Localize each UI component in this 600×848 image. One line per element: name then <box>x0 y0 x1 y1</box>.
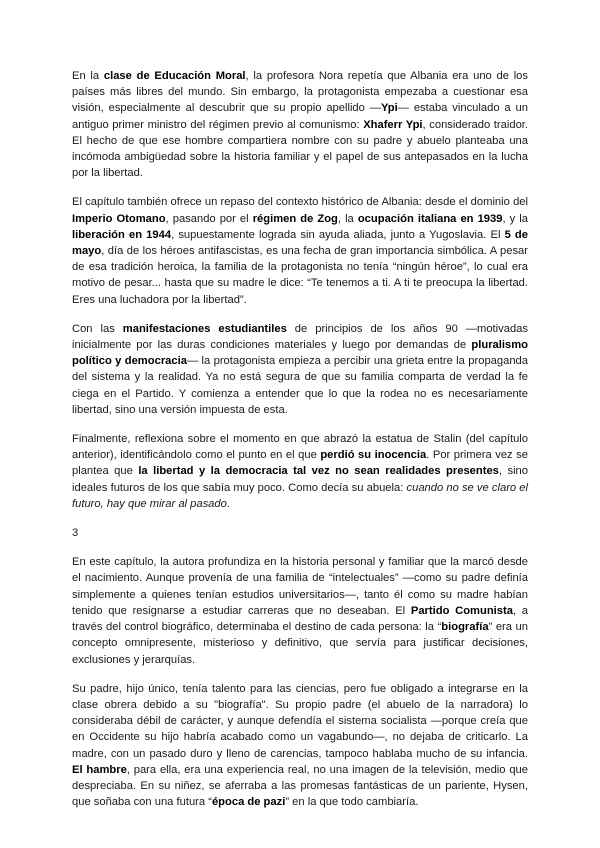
chapter-2-summary <box>72 68 528 512</box>
bold-phrase: liberación en 1944 <box>72 228 172 241</box>
text-run: — estaba vinculado a un antiguo primer ministro del régimen previo al comunismo: <box>72 102 528 131</box>
bold-phrase: Imperio Otomano <box>72 212 166 225</box>
text-run: , considerado traidor. El hecho de que ese hombre compartiera nombre con su padre y abuelo planteaba una incómoda ambigüedad sobre la historia familiar y el papel de sus antepasados en la lucha por la libertad. <box>72 118 529 180</box>
text-run: , la profesora Nora repetía que Albania era uno de los países más libres del mundo. Sin embargo, la protagonista empezaba a cuestionar esa visión, especialmente al descubrir que su propio apellido — <box>72 70 528 115</box>
text-run: , día de los héroes antifascistas, es una fecha de gran importancia simbólica. A pesar de esa tradición heroica, la familia de la protagonista no tenía “ningún héroe”, lo cual era motivo de pesar... hasta que su madre le dice: “Te tenemos a ti. A ti te preocupa la libertad. Eres una luchadora por la libertad”. <box>72 245 528 306</box>
paragraph <box>72 68 528 181</box>
text-run: , a través del control biográfico, determinaba el destino de cada persona: la “ <box>72 604 528 634</box>
text-run: , para ella, era una experiencia real, no una imagen de la televisión, medio que despreciaba. En su niñez, se aferraba a las promesas fantásticas de un pariente, Hysen, que soñaba con una futura “ <box>72 763 528 809</box>
paragraph <box>72 554 528 667</box>
text-run: , pasando por el <box>165 212 253 225</box>
text-run: , sino ideales futuros de los que sabía muy poco. Como decía su abuela: <box>72 465 529 494</box>
bold-phrase: época de pazi <box>211 796 286 809</box>
bold-phrase: ocupación italiana en 1939 <box>357 212 503 225</box>
text-run: — la protagonista empieza a percibir una grieta entre la propaganda del sistema y la realidad. Ya no está segura de que su familia comparta de verdad la fe ciega en el Partido. Y comienza a entender que lo que la rodea no es necesariamente libertad, sino una versión impuesta de esta. <box>72 355 528 416</box>
bold-phrase: El hambre <box>72 763 127 776</box>
text-run: Con las <box>72 322 123 335</box>
text-run: ” en la que todo cambiaría. <box>285 796 419 809</box>
paragraph <box>72 431 528 512</box>
chapter-3-summary <box>72 554 528 810</box>
italic-phrase: cuando no se ve claro el futuro, hay que mirar al pasado <box>72 481 528 510</box>
bold-phrase: manifestaciones estudiantiles <box>122 322 287 335</box>
text-run: Su padre, hijo único, tenía talento para las ciencias, pero fue obligado a integrarse en la clase obrera debido a su "biografía". Su propio padre (el abuelo de la narradora) lo consideraba débil de carácter, y aunque defendía el sistema socialista —porque creía que en Occidente su hijo habría acabado como un vagabundo—, no dejaba de criticarlo. La madre, con un pasado duro y lleno de carencias, tampoco hablaba mucho de su infancia. <box>72 682 528 760</box>
text-run: , supuestamente lograda sin ayuda aliada, junto a Yugoslavia. El <box>171 228 505 241</box>
bold-phrase: 5 de mayo <box>72 228 528 258</box>
paragraph <box>72 321 528 418</box>
text-run: En este capítulo, la autora profundiza en la historia personal y familiar que la marcó desde el nacimiento. Aunque provenía de una familia de “intelectuales” —como su padre definía simplemente a quienes tenían estudios universitarios—, tanto él como su madre habían tenido que resignarse a estudiar carreras que no deseaban. El <box>72 556 528 617</box>
paragraph <box>72 194 528 307</box>
text-run: , la <box>337 212 358 225</box>
text-run: . <box>226 497 230 510</box>
bold-phrase: Xhaferr Ypi <box>363 118 423 131</box>
text-run: ” era un concepto omnipresente, misterioso y definitivo, que servía para justificar decisiones, exclusiones y jerarquías. <box>72 621 528 666</box>
text-run: , y la <box>502 212 528 225</box>
bold-phrase: la libertad y la democracia tal vez no sean realidades presentes <box>138 465 499 478</box>
bold-phrase: clase de Educación Moral <box>103 70 246 82</box>
text-run: de principios de los años 90 —motivadas inicialmente por las duras condiciones materiales y luego por demandas de <box>72 322 528 352</box>
bold-phrase: régimen de Zog <box>252 212 338 225</box>
bold-phrase: pluralismo político y democracia <box>72 339 528 368</box>
bold-phrase: biografía <box>441 621 489 634</box>
bold-phrase: Ypi <box>380 102 398 115</box>
text-run: En la <box>72 70 104 82</box>
bold-phrase: perdió su inocencia <box>320 449 427 462</box>
section-number: 3 <box>72 527 79 540</box>
text-run: Finalmente, reflexiona sobre el momento en que abrazó la estatua de Stalin (del capítulo anterior), identificándolo como el punto en el que <box>72 433 528 462</box>
text-run: . Por primera vez se plantea que <box>72 449 528 478</box>
document-page <box>72 68 528 823</box>
paragraph <box>72 681 528 811</box>
text-run: El capítulo también ofrece un repaso del contexto histórico de Albania: desde el dominio del <box>72 196 528 209</box>
bold-phrase: Partido Comunista <box>410 604 513 617</box>
